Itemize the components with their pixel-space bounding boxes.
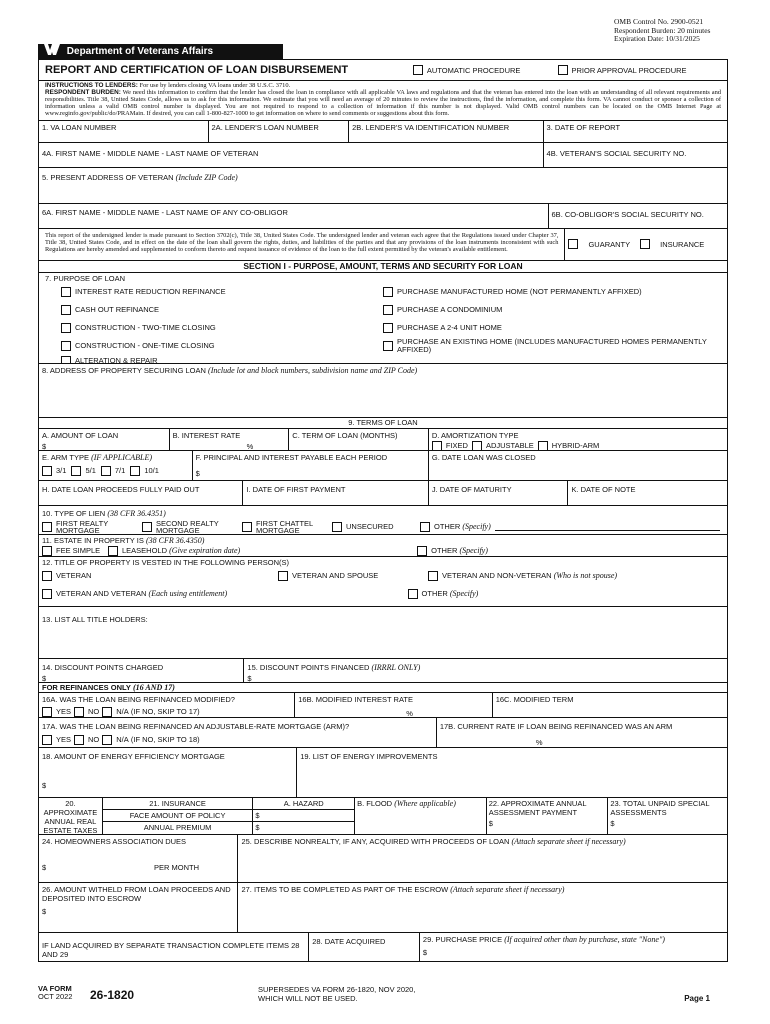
hazard-face-dollar: $ bbox=[253, 809, 354, 821]
estate-other-label: OTHER bbox=[431, 546, 458, 556]
assessment-dollar: $ bbox=[488, 818, 493, 828]
modified-no-label: NO bbox=[88, 707, 100, 717]
burden-text: We need this information to confirm that the lender has closed the loan in compliance with all applicable VA laws and regulations and that the veteran has entered into the loan with an understanding of all relevant requirements and responsibilities. Title 38, United States Code, allows us to ask for this information. We estimate that you will need an average of 20 minutes to review the instructions, find the information, and complete this form. VA cannot conduct or sponsor a collection of information unless a valid OMB control number is displayed. You are not required to respond to a collection of information if this number is not displayed. Valid OMB control numbers can be located on the OMB Internet Page at www.reginfo.gov/public/do/PRAMain. If desired, you can call 1-800-827-1000 to get information on where to send comments or suggestions about this form. bbox=[45, 88, 721, 117]
estate-fee-simple-label: FEE SIMPLE bbox=[56, 546, 101, 556]
lien-first-chattel-checkbox[interactable] bbox=[242, 522, 252, 532]
modified-term-field[interactable] bbox=[493, 693, 727, 717]
term-of-loan-label: C. TERM OF LOAN (MONTHS) bbox=[292, 430, 398, 440]
va-loan-number-field[interactable] bbox=[39, 121, 209, 142]
discount-points-charged-field[interactable] bbox=[39, 659, 244, 682]
purpose-2-4-unit-option[interactable] bbox=[383, 319, 723, 337]
footer-form-number: 26-1820 bbox=[90, 988, 135, 1002]
energy-improvements-label: 19. LIST OF ENERGY IMPROVEMENTS bbox=[300, 751, 438, 761]
flood-label: B. FLOOD bbox=[357, 798, 393, 808]
estate-in-property-group bbox=[39, 535, 727, 556]
arm-7-1-label: 7/1 bbox=[114, 466, 126, 476]
omb-control: OMB Control No. 2900-0521 bbox=[614, 17, 704, 26]
escrow-withheld-label: 26. AMOUNT WITHELD FROM LOAN PROCEEDS AND DEPOSITED INTO ESCROW bbox=[42, 884, 231, 903]
per-month-label: PER MONTH bbox=[154, 862, 199, 872]
land-acquired-note bbox=[39, 933, 309, 961]
date-acquired-field[interactable] bbox=[309, 933, 420, 961]
veteran-name-field[interactable] bbox=[39, 143, 544, 167]
lender-loan-number-field[interactable] bbox=[209, 121, 350, 142]
annual-assessment-field[interactable] bbox=[487, 798, 609, 834]
face-amount-label: FACE AMOUNT OF POLICY bbox=[103, 809, 253, 821]
purpose-construction-one-option[interactable] bbox=[61, 337, 383, 355]
lien-other-label: OTHER bbox=[434, 522, 461, 532]
purpose-of-loan-label: 7. PURPOSE OF LOAN bbox=[45, 273, 126, 283]
purpose-manufactured-option[interactable] bbox=[383, 283, 723, 301]
veteran-name-label: 4A. FIRST NAME - MIDDLE NAME - LAST NAME OF VETERAN bbox=[42, 148, 259, 158]
lien-first-chattel-label: FIRST CHATTEL MORTGAGE bbox=[256, 518, 313, 534]
purpose-construction-two-label: CONSTRUCTION - TWO-TIME CLOSING bbox=[75, 323, 216, 333]
amortization-adjustable-checkbox[interactable] bbox=[472, 441, 482, 450]
arm-yes-checkbox[interactable] bbox=[42, 735, 52, 745]
automatic-procedure-checkbox[interactable] bbox=[413, 65, 423, 75]
omb-expiration: Expiration Date: 10/31/2025 bbox=[614, 34, 700, 43]
arm-3-1-label: 3/1 bbox=[56, 466, 67, 476]
estate-leasehold-note: (Give expiration date) bbox=[169, 546, 241, 556]
lien-unsecured-label: UNSECURED bbox=[346, 522, 394, 532]
escrow-items-label: 27. ITEMS TO BE COMPLETED AS PART OF THE ESCROW bbox=[241, 884, 449, 894]
purpose-alteration-option[interactable] bbox=[61, 355, 383, 363]
purpose-construction-two-option[interactable] bbox=[61, 319, 383, 337]
veteran-address-field[interactable] bbox=[39, 168, 727, 203]
modified-interest-rate-label: 16B. MODIFIED INTEREST RATE bbox=[298, 694, 413, 704]
discount-points-financed-note: (IRRRL ONLY) bbox=[371, 662, 421, 672]
insurance-group bbox=[103, 798, 254, 834]
section-1-title: SECTION I - PURPOSE, AMOUNT, TERMS AND SECURITY FOR LOAN bbox=[243, 261, 523, 272]
arm-5-1-checkbox[interactable] bbox=[71, 466, 81, 476]
lien-second-realty-checkbox[interactable] bbox=[142, 522, 152, 532]
modified-na-checkbox[interactable] bbox=[102, 707, 112, 717]
date-proceeds-paid-field[interactable] bbox=[39, 481, 243, 505]
lien-other-specify: (Specify) bbox=[462, 522, 491, 532]
nonrealty-note: (Attach separate sheet if necessary) bbox=[511, 836, 626, 846]
escrow-dollar: $ bbox=[42, 906, 47, 916]
modified-yes-checkbox[interactable] bbox=[42, 707, 52, 717]
annual-premium-label: ANNUAL PREMIUM bbox=[103, 821, 253, 833]
special-assessments-dollar: $ bbox=[610, 818, 615, 828]
estate-fee-simple-checkbox[interactable] bbox=[42, 546, 52, 556]
discount-points-charged-label: 14. DISCOUNT POINTS CHARGED bbox=[42, 662, 164, 672]
principal-interest-label: F. PRINCIPAL AND INTEREST PAYABLE EACH PERIOD bbox=[195, 452, 388, 462]
loan-disbursement-form bbox=[38, 59, 728, 962]
arm-10-1-label: 10/1 bbox=[144, 466, 159, 476]
special-assessments-field[interactable] bbox=[608, 798, 727, 834]
lender-va-id-field[interactable] bbox=[349, 121, 543, 142]
type-of-lien-note: (38 CFR 36.4351) bbox=[107, 508, 166, 518]
modified-term-label: 16C. MODIFIED TERM bbox=[495, 694, 574, 704]
section-1-header bbox=[39, 261, 727, 273]
title-vested-group bbox=[39, 557, 727, 606]
escrow-items-field[interactable] bbox=[238, 883, 727, 932]
title-veteran-spouse-checkbox[interactable] bbox=[278, 571, 288, 581]
footer-date: OCT 2022 bbox=[38, 992, 73, 1001]
instructions-label: INSTRUCTIONS TO LENDERS: bbox=[45, 82, 138, 89]
lien-first-realty-checkbox[interactable] bbox=[42, 522, 52, 532]
terms-of-loan-label: 9. TERMS OF LOAN bbox=[348, 418, 418, 428]
hoa-dues-label: 24. HOMEOWNERS ASSOCIATION DUES bbox=[42, 836, 187, 846]
title-veteran-veteran-label: VETERAN AND VETERAN bbox=[56, 589, 147, 599]
amortization-type-field bbox=[429, 429, 727, 450]
flood-insurance-field[interactable] bbox=[355, 798, 487, 834]
title-vested-label: 12. TITLE OF PROPERTY IS VESTED IN THE FOLLOWING PERSON(S) bbox=[42, 557, 289, 567]
lien-second-realty-label: SECOND REALTY MORTGAGE bbox=[156, 518, 219, 534]
arm-na-label: N/A bbox=[116, 735, 129, 745]
estate-note: (38 CFR 36.4350) bbox=[145, 535, 205, 545]
date-first-payment-field[interactable] bbox=[243, 481, 428, 505]
guaranty-label: GUARANTY bbox=[588, 239, 631, 249]
modified-interest-rate-field[interactable] bbox=[295, 693, 492, 717]
estate-other-specify: (Specify) bbox=[459, 546, 488, 556]
purpose-alteration-label: ALTERATION & REPAIR bbox=[75, 356, 158, 363]
purpose-2-4-unit-label: PURCHASE A 2-4 UNIT HOME bbox=[397, 323, 502, 333]
principal-dollar-sign: $ bbox=[195, 468, 200, 478]
discount-points-financed-label: 15. DISCOUNT POINTS FINANCED bbox=[247, 662, 370, 672]
instructions-text: For use by lenders closing VA loans under 38 U.S.C. 3710. bbox=[139, 82, 291, 89]
title-veteran-veteran-note: (Each using entitlement) bbox=[148, 589, 228, 599]
title-other-specify: (Specify) bbox=[449, 589, 479, 599]
prior-approval-checkbox[interactable] bbox=[558, 65, 568, 75]
va-logo-icon bbox=[44, 44, 64, 59]
amortization-fixed-checkbox[interactable] bbox=[432, 441, 442, 450]
refinanced-arm-group bbox=[39, 718, 437, 747]
arm-type-note: (IF APPLICABLE) bbox=[91, 452, 153, 462]
coobligor-name-label: 6A. FIRST NAME - MIDDLE NAME - LAST NAME OF ANY CO-OBLIGOR bbox=[42, 207, 288, 217]
points-charged-dollar: $ bbox=[42, 673, 47, 682]
va-loan-number-label: 1. VA LOAN NUMBER bbox=[42, 122, 117, 132]
arm-yes-label: YES bbox=[56, 735, 72, 745]
hybrid-label: HYBRID-ARM bbox=[551, 441, 600, 450]
modified-no-checkbox[interactable] bbox=[74, 707, 84, 717]
va-header-bar bbox=[38, 44, 283, 59]
date-first-payment-label: I. DATE OF FIRST PAYMENT bbox=[246, 484, 346, 494]
lien-other-checkbox[interactable] bbox=[420, 522, 430, 532]
coobligor-ssn-label: 6B. CO-OBLIGOR'S SOCIAL SECURITY NO. bbox=[551, 209, 704, 219]
property-address-field[interactable] bbox=[39, 364, 727, 417]
hoa-dollar: $ bbox=[42, 862, 47, 872]
title-veteran-veteran-checkbox[interactable] bbox=[42, 589, 52, 599]
amortization-hybrid-checkbox[interactable] bbox=[538, 441, 548, 450]
footer-not-used: WHICH WILL NOT BE USED. bbox=[258, 994, 358, 1003]
coobligor-name-field[interactable] bbox=[39, 204, 549, 228]
arm-skip-note: (IF NO, SKIP TO 18) bbox=[130, 735, 200, 745]
annual-taxes-label: 20. APPROXIMATE ANNUAL REAL ESTATE TAXES bbox=[43, 798, 98, 834]
title-veteran-nonveteran-checkbox[interactable] bbox=[428, 571, 438, 581]
date-acquired-label: 28. DATE ACQUIRED bbox=[312, 936, 386, 946]
arm-5-1-label: 5/1 bbox=[85, 466, 96, 476]
title-other-checkbox[interactable] bbox=[408, 589, 418, 599]
purpose-construction-one-label: CONSTRUCTION - ONE-TIME CLOSING bbox=[75, 341, 215, 351]
purpose-irrrl-option[interactable] bbox=[61, 283, 383, 301]
term-of-loan-field[interactable] bbox=[289, 429, 429, 450]
arm-type-label: E. ARM TYPE bbox=[42, 452, 89, 462]
date-of-note-field[interactable] bbox=[568, 481, 727, 505]
estate-leasehold-checkbox[interactable] bbox=[108, 546, 118, 556]
purpose-existing-label: PURCHASE AN EXISTING HOME (INCLUDES MANUFACTURED HOMES PERMANENTLY AFFIXED) bbox=[397, 336, 707, 354]
agency-name: Department of Veterans Affairs bbox=[66, 46, 214, 57]
omb-info bbox=[614, 18, 754, 44]
purpose-condo-option[interactable] bbox=[383, 301, 723, 319]
date-proceeds-paid-label: H. DATE LOAN PROCEEDS FULLY PAID OUT bbox=[42, 484, 200, 494]
annual-assessment-label: 22. APPROXIMATE ANNUAL ASSESSMENT PAYMENT bbox=[488, 798, 587, 817]
nonrealty-field[interactable] bbox=[238, 835, 727, 882]
date-of-maturity-label: J. DATE OF MATURITY bbox=[431, 484, 512, 494]
lien-unsecured-checkbox[interactable] bbox=[332, 522, 342, 532]
purchase-price-label: 29. PURCHASE PRICE bbox=[422, 934, 503, 944]
modified-yes-label: YES bbox=[56, 707, 72, 717]
automatic-procedure-label: AUTOMATIC PROCEDURE bbox=[426, 65, 521, 75]
footer-va-form: VA FORM bbox=[38, 984, 72, 993]
arm-7-1-checkbox[interactable] bbox=[101, 466, 111, 476]
purpose-cashout-option[interactable] bbox=[61, 301, 383, 319]
escrow-items-note: (Attach separate sheet if necessary) bbox=[450, 884, 565, 894]
purchase-price-note: (If acquired other than by purchase, state "None") bbox=[504, 934, 665, 944]
title-holders-label: 13. LIST ALL TITLE HOLDERS: bbox=[42, 614, 148, 624]
purpose-existing-option[interactable] bbox=[383, 337, 723, 355]
title-veteran-nonveteran-label: VETERAN AND NON-VETERAN bbox=[442, 571, 552, 581]
purchase-price-dollar: $ bbox=[422, 947, 428, 957]
title-veteran-checkbox[interactable] bbox=[42, 571, 52, 581]
arm-3-1-checkbox[interactable] bbox=[42, 466, 52, 476]
modified-na-label: N/A bbox=[116, 707, 129, 717]
annual-taxes-field[interactable] bbox=[39, 798, 103, 834]
loan-modified-label: 16A. WAS THE LOAN BEING REFINANCED MODIFIED? bbox=[42, 694, 235, 704]
date-loan-closed-label: G. DATE LOAN WAS CLOSED bbox=[431, 452, 536, 462]
refinances-note: (16 AND 17) bbox=[133, 682, 175, 692]
form-title: REPORT AND CERTIFICATION OF LOAN DISBURSEMENT bbox=[45, 63, 349, 76]
fixed-label: FIXED bbox=[445, 441, 468, 450]
modified-rate-percent: % bbox=[406, 708, 413, 717]
nonrealty-label: 25. DESCRIBE NONREALTY, IF ANY, ACQUIRED WITH PROCEEDS OF LOAN bbox=[241, 836, 510, 846]
refinanced-arm-label: 17A. WAS THE LOAN BEING REFINANCED AN ADJUSTABLE-RATE MORTGAGE (ARM)? bbox=[42, 721, 350, 731]
veteran-ssn-field[interactable] bbox=[544, 143, 727, 167]
veteran-ssn-label: 4B. VETERAN'S SOCIAL SECURITY NO. bbox=[546, 148, 687, 158]
amortization-type-label: D. AMORTIZATION TYPE bbox=[431, 430, 519, 440]
burden-label: RESPONDENT BURDEN: bbox=[45, 88, 121, 96]
coobligor-ssn-field[interactable] bbox=[549, 204, 727, 228]
current-arm-rate-label: 17B. CURRENT RATE IF LOAN BEING REFINANCED WAS AN ARM bbox=[439, 721, 673, 731]
adjustable-label: ADJUSTABLE bbox=[485, 441, 534, 450]
omb-burden: Respondent Burden: 20 minutes bbox=[614, 25, 711, 35]
interest-rate-field[interactable] bbox=[170, 429, 290, 450]
title-veteran-nonveteran-note: (Who is not spouse) bbox=[553, 571, 618, 581]
energy-improvements-field[interactable] bbox=[297, 748, 727, 797]
date-loan-closed-field[interactable] bbox=[429, 451, 727, 480]
hazard-premium-dollar: $ bbox=[253, 821, 354, 833]
date-of-report-label: 3. DATE OF REPORT bbox=[546, 122, 621, 132]
lender-loan-number-label: 2A. LENDER'S LOAN NUMBER bbox=[211, 122, 319, 132]
interest-percent-sign: % bbox=[246, 441, 254, 450]
property-address-note: (Include lot and block numbers, subdivision name and ZIP Code) bbox=[208, 365, 418, 375]
purchase-price-field[interactable] bbox=[420, 933, 727, 961]
current-arm-percent: % bbox=[535, 737, 543, 747]
purpose-cashout-label: CASH OUT REFINANCE bbox=[75, 305, 160, 315]
lender-va-id-label: 2B. LENDER'S VA IDENTIFICATION NUMBER bbox=[352, 122, 510, 132]
date-of-maturity-field[interactable] bbox=[429, 481, 569, 505]
veteran-address-label: 5. PRESENT ADDRESS OF VETERAN bbox=[42, 172, 174, 182]
lien-first-realty-label: FIRST REALTY MORTGAGE bbox=[56, 518, 109, 534]
escrow-withheld-field[interactable] bbox=[39, 883, 238, 932]
arm-na-checkbox[interactable] bbox=[102, 735, 112, 745]
title-other-label: OTHER bbox=[421, 589, 448, 599]
loan-modified-group bbox=[39, 693, 295, 717]
footer-page: Page 1 bbox=[684, 994, 710, 1003]
flood-note: (Where applicable) bbox=[394, 798, 456, 808]
energy-efficiency-label: 18. AMOUNT OF ENERGY EFFICIENCY MORTGAGE bbox=[42, 751, 225, 761]
guaranty-checkbox[interactable] bbox=[568, 239, 578, 249]
type-of-lien-group bbox=[39, 506, 727, 534]
title-veteran-spouse-label: VETERAN AND SPOUSE bbox=[292, 571, 379, 581]
purpose-condo-label: PURCHASE A CONDOMINIUM bbox=[397, 305, 503, 315]
date-of-report-field[interactable] bbox=[544, 121, 727, 142]
amount-of-loan-label: A. AMOUNT OF LOAN bbox=[42, 430, 119, 440]
purpose-manufactured-label: PURCHASE MANUFACTURED HOME (NOT PERMANENTLY AFFIXED) bbox=[397, 287, 642, 297]
current-arm-rate-field[interactable] bbox=[437, 718, 727, 747]
refinances-header: FOR REFINANCES ONLY bbox=[42, 682, 131, 692]
arm-type-field bbox=[39, 451, 193, 480]
insurance-checkbox[interactable] bbox=[640, 239, 650, 249]
special-assessments-label: 23. TOTAL UNPAID SPECIAL ASSESSMENTS bbox=[610, 798, 710, 817]
arm-no-checkbox[interactable] bbox=[74, 735, 84, 745]
certification-text: This report of the undersigned lender is made pursuant to Section 3702(c), Title 38, United States Code. The undersigned lender and veteran each agree that the Regulations issued under Chapter 37, Title 38, United States Code, and in effect on the date of the loan shall govern the rights, duties, and liabilities of the parties and that any provisions of the loan instruments inconsistent with such Regulations are hereby amended and supplemented to conform thereto and request issuance of evidence of the loan to the full extent permitted by the veteran's available entitlement. bbox=[39, 229, 565, 260]
insurance-label: 21. INSURANCE bbox=[149, 798, 206, 808]
date-of-note-label: K. DATE OF NOTE bbox=[571, 484, 636, 494]
hazard-label: A. HAZARD bbox=[283, 798, 324, 808]
points-financed-dollar: $ bbox=[247, 673, 252, 682]
hazard-insurance-field[interactable] bbox=[253, 798, 355, 834]
insurance-label: INSURANCE bbox=[660, 239, 705, 249]
footer-supersedes: SUPERSEDES VA FORM 26-1820, NOV 2020, bbox=[258, 985, 416, 994]
amount-of-loan-field[interactable] bbox=[39, 429, 170, 450]
veteran-address-note: (Include ZIP Code) bbox=[175, 172, 238, 182]
type-of-lien-label: 10. TYPE OF LIEN bbox=[42, 508, 106, 518]
arm-no-label: NO bbox=[88, 735, 100, 745]
principal-interest-field[interactable] bbox=[193, 451, 429, 480]
instructions-block bbox=[39, 81, 727, 120]
prior-approval-label: PRIOR APPROVAL PROCEDURE bbox=[571, 65, 687, 75]
modified-skip-note: (IF NO, SKIP TO 17) bbox=[130, 707, 200, 717]
estate-other-checkbox[interactable] bbox=[417, 546, 427, 556]
amount-dollar-sign: $ bbox=[42, 441, 47, 450]
estate-label: 11. ESTATE IN PROPERTY IS bbox=[42, 535, 144, 545]
lien-other-line[interactable] bbox=[495, 523, 720, 531]
energy-efficiency-field[interactable] bbox=[39, 748, 297, 797]
discount-points-financed-field[interactable] bbox=[244, 659, 727, 682]
title-holders-field[interactable] bbox=[39, 607, 727, 658]
purpose-irrrl-label: INTEREST RATE REDUCTION REFINANCE bbox=[75, 287, 226, 297]
title-veteran-label: VETERAN bbox=[56, 571, 92, 581]
hoa-dues-field[interactable] bbox=[39, 835, 238, 882]
form-footer bbox=[38, 985, 728, 1015]
land-acquired-text: IF LAND ACQUIRED BY SEPARATE TRANSACTION COMPLETE ITEMS 28 AND 29 bbox=[42, 940, 300, 959]
arm-10-1-checkbox[interactable] bbox=[130, 466, 140, 476]
interest-rate-label: B. INTEREST RATE bbox=[172, 430, 241, 440]
purpose-of-loan-group bbox=[39, 273, 727, 363]
estate-leasehold-label: LEASEHOLD bbox=[122, 546, 168, 556]
property-address-label: 8. ADDRESS OF PROPERTY SECURING LOAN bbox=[42, 365, 206, 375]
energy-dollar: $ bbox=[42, 780, 47, 790]
